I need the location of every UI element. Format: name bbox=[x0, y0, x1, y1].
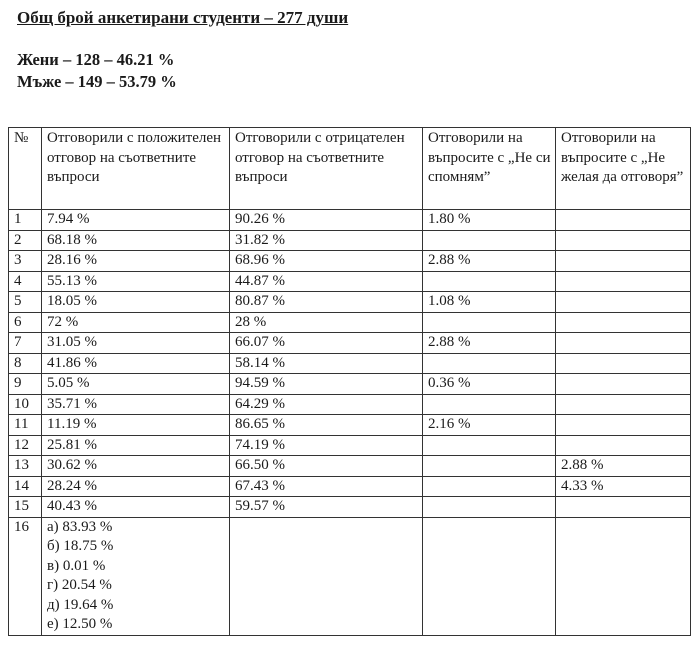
cell-decline bbox=[556, 210, 691, 231]
cell-negative: 74.19 % bbox=[230, 435, 423, 456]
cell-decline bbox=[556, 497, 691, 518]
cell-positive: 41.86 % bbox=[42, 353, 230, 374]
cell-not-remember: 1.08 % bbox=[423, 292, 556, 313]
table-row bbox=[9, 251, 691, 272]
cell-negative: 68.96 % bbox=[230, 251, 423, 272]
cell-not-remember: 0.36 % bbox=[423, 374, 556, 395]
cell-number: 6 bbox=[9, 312, 42, 333]
document-title: Общ брой анкетирани студенти – 277 души bbox=[17, 8, 349, 27]
table-row bbox=[9, 497, 691, 518]
cell-negative: 66.07 % bbox=[230, 333, 423, 354]
cell-not-remember bbox=[423, 353, 556, 374]
cell-decline: 4.33 % bbox=[556, 476, 691, 497]
cell-positive: 40.43 % bbox=[42, 497, 230, 518]
cell-negative: 80.87 % bbox=[230, 292, 423, 313]
survey-results-table bbox=[8, 127, 691, 636]
table-row bbox=[9, 333, 691, 354]
table-row bbox=[9, 230, 691, 251]
cell-not-remember bbox=[423, 271, 556, 292]
cell-not-remember bbox=[423, 435, 556, 456]
cell-number: 8 bbox=[9, 353, 42, 374]
cell-number: 15 bbox=[9, 497, 42, 518]
cell-not-remember bbox=[423, 456, 556, 477]
cell-negative: 66.50 % bbox=[230, 456, 423, 477]
table-row bbox=[9, 374, 691, 395]
table-row bbox=[9, 210, 691, 231]
table-row bbox=[9, 476, 691, 497]
cell-number: 11 bbox=[9, 415, 42, 436]
table-row bbox=[9, 312, 691, 333]
cell-positive: 28.24 % bbox=[42, 476, 230, 497]
cell-decline bbox=[556, 394, 691, 415]
cell-decline bbox=[556, 517, 691, 635]
cell-not-remember: 1.80 % bbox=[423, 210, 556, 231]
cell-decline bbox=[556, 230, 691, 251]
table-row bbox=[9, 394, 691, 415]
header-decline: Отговорили на въпросите с „Не желая да отговоря” bbox=[556, 128, 691, 210]
cell-not-remember: 2.88 % bbox=[423, 251, 556, 272]
cell-negative: 31.82 % bbox=[230, 230, 423, 251]
cell-negative bbox=[230, 517, 423, 635]
cell-decline bbox=[556, 353, 691, 374]
cell-decline: 2.88 % bbox=[556, 456, 691, 477]
cell-positive: 18.05 % bbox=[42, 292, 230, 313]
cell-negative: 94.59 % bbox=[230, 374, 423, 395]
cell-not-remember bbox=[423, 230, 556, 251]
cell-not-remember bbox=[423, 394, 556, 415]
cell-positive: 28.16 % bbox=[42, 251, 230, 272]
option-c: в) 0.01 % bbox=[47, 557, 106, 574]
cell-decline bbox=[556, 333, 691, 354]
header-positive: Отговорили с положителен отговор на съответните въпроси bbox=[42, 128, 230, 210]
cell-decline bbox=[556, 415, 691, 436]
women-count: Жени – 128 – 46.21 % bbox=[17, 50, 175, 69]
cell-positive-options bbox=[42, 517, 230, 635]
cell-negative: 59.57 % bbox=[230, 497, 423, 518]
cell-negative: 44.87 % bbox=[230, 271, 423, 292]
cell-number: 7 bbox=[9, 333, 42, 354]
cell-negative: 90.26 % bbox=[230, 210, 423, 231]
cell-decline bbox=[556, 374, 691, 395]
cell-negative: 64.29 % bbox=[230, 394, 423, 415]
cell-negative: 67.43 % bbox=[230, 476, 423, 497]
option-e: д) 19.64 % bbox=[47, 596, 114, 613]
cell-positive: 55.13 % bbox=[42, 271, 230, 292]
cell-positive: 30.62 % bbox=[42, 456, 230, 477]
cell-decline bbox=[556, 312, 691, 333]
cell-number: 16 bbox=[9, 517, 42, 635]
table-row-multi-option bbox=[9, 517, 691, 635]
option-d: г) 20.54 % bbox=[47, 577, 112, 593]
cell-positive: 25.81 % bbox=[42, 435, 230, 456]
table-row bbox=[9, 271, 691, 292]
cell-negative: 86.65 % bbox=[230, 415, 423, 436]
cell-not-remember bbox=[423, 476, 556, 497]
table-row bbox=[9, 415, 691, 436]
header-negative: Отговорили с отрицателен отговор на съответните въпроси bbox=[230, 128, 423, 210]
cell-number: 10 bbox=[9, 394, 42, 415]
table-row bbox=[9, 353, 691, 374]
cell-decline bbox=[556, 251, 691, 272]
cell-not-remember bbox=[423, 497, 556, 518]
cell-number: 5 bbox=[9, 292, 42, 313]
cell-positive: 31.05 % bbox=[42, 333, 230, 354]
cell-decline bbox=[556, 271, 691, 292]
cell-positive: 7.94 % bbox=[42, 210, 230, 231]
cell-negative: 58.14 % bbox=[230, 353, 423, 374]
cell-positive: 68.18 % bbox=[42, 230, 230, 251]
cell-not-remember bbox=[423, 312, 556, 333]
table-row bbox=[9, 435, 691, 456]
cell-not-remember bbox=[423, 517, 556, 635]
cell-number: 2 bbox=[9, 230, 42, 251]
option-a: а) 83.93 % bbox=[47, 518, 113, 535]
cell-not-remember: 2.16 % bbox=[423, 415, 556, 436]
option-b: б) 18.75 % bbox=[47, 538, 114, 554]
table-row bbox=[9, 456, 691, 477]
cell-positive: 35.71 % bbox=[42, 394, 230, 415]
option-f: е) 12.50 % bbox=[47, 616, 113, 632]
table-header-row bbox=[9, 128, 691, 210]
cell-number: 13 bbox=[9, 456, 42, 477]
cell-not-remember: 2.88 % bbox=[423, 333, 556, 354]
cell-number: 4 bbox=[9, 271, 42, 292]
cell-negative: 28 % bbox=[230, 312, 423, 333]
cell-decline bbox=[556, 292, 691, 313]
cell-positive: 11.19 % bbox=[42, 415, 230, 436]
cell-number: 12 bbox=[9, 435, 42, 456]
men-count: Мъже – 149 – 53.79 % bbox=[17, 72, 177, 91]
header-not-remember: Отговорили на въпросите с „Не си спомням” bbox=[423, 128, 556, 210]
cell-number: 14 bbox=[9, 476, 42, 497]
cell-decline bbox=[556, 435, 691, 456]
cell-number: 3 bbox=[9, 251, 42, 272]
cell-number: 1 bbox=[9, 210, 42, 231]
header-number: № bbox=[9, 128, 42, 210]
table-row bbox=[9, 292, 691, 313]
cell-positive: 5.05 % bbox=[42, 374, 230, 395]
cell-positive: 72 % bbox=[42, 312, 230, 333]
cell-number: 9 bbox=[9, 374, 42, 395]
